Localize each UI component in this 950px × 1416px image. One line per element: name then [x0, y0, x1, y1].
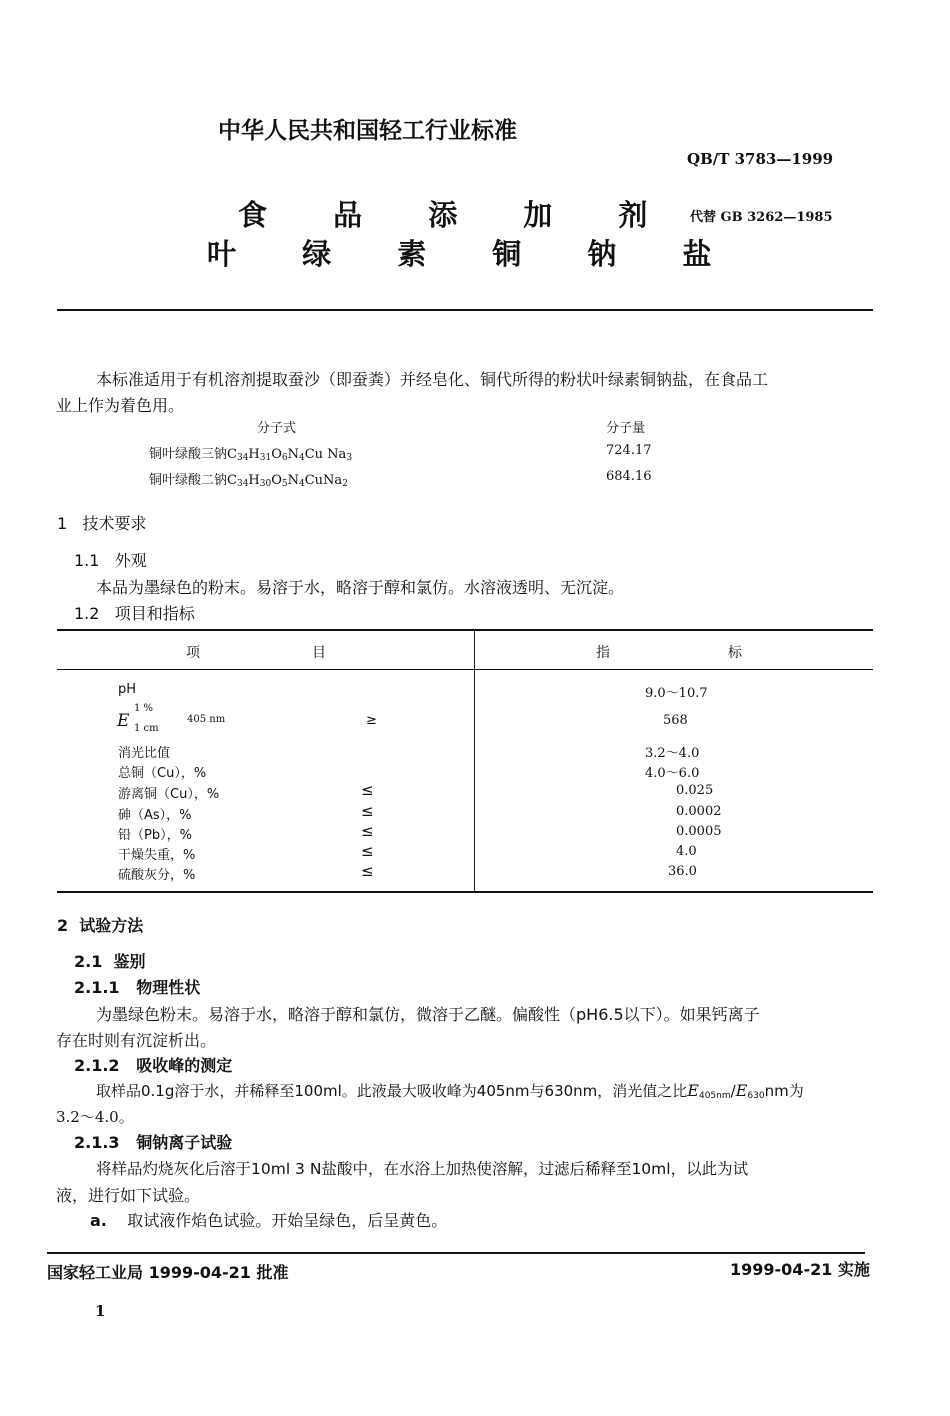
- title-line-1: 食 品 添 加 剂: [238, 198, 676, 232]
- table-row-item: 铅（Pb），%: [118, 828, 192, 843]
- ion-test-line-1: 将样品灼烧灰化后溶于10ml 3 N盐酸中，在水浴上加热使溶解，过滤后稀释至10ml，以此为试: [96, 1160, 749, 1178]
- table-row-operator: ≤: [361, 802, 374, 820]
- table-row-operator: ≤: [361, 822, 374, 840]
- table-row-item: 干燥失重，%: [118, 848, 196, 863]
- footer-divider: [47, 1252, 865, 1254]
- issuing-authority: 中华人民共和国轻工行业标准: [218, 118, 517, 144]
- table-row-item: 砷（As），%: [118, 808, 192, 823]
- intro-text-line-1: 本标准适用于有机溶剂提取蚕沙（即蚕粪）并经皂化、铜代所得的粉状叶绿素铜钠盐，在食品工: [96, 370, 769, 389]
- table-row-item: 总铜（Cu），%: [118, 766, 207, 781]
- absorption-text-line-2: 3.2～4.0。: [56, 1108, 134, 1126]
- replaces-standard: 代替 GB 3262—1985: [690, 210, 833, 225]
- table-row-item: pH: [118, 682, 137, 697]
- table-row-value: 0.025: [676, 783, 714, 798]
- formula-header: 分子式: [257, 421, 297, 436]
- table-row-value: 4.0～6.0: [645, 766, 700, 781]
- table-header-rule: [57, 669, 873, 670]
- compound-formula: 铜叶绿酸二钠$C_{34}H_{30}O_5N_4CuNa_2$: [149, 473, 348, 489]
- table-row-operator: ≤: [361, 842, 374, 860]
- table-row-operator: ≤: [361, 862, 374, 880]
- table-header-indicator: 指 标: [596, 645, 742, 661]
- section-2-1-2-heading: 2.1.2 吸收峰的测定: [74, 1056, 233, 1075]
- extinction-coefficient-label: E 1 % 1 cm 405 nm: [117, 703, 226, 734]
- implementation-date: 1999-04-21 实施: [730, 1260, 870, 1279]
- table-column-divider: [474, 630, 475, 892]
- table-row-value: 36.0: [668, 864, 697, 879]
- compound-mass: 724.17: [606, 443, 652, 458]
- title-line-2: 叶 绿 素 铜 钠 盐: [207, 237, 740, 271]
- approval-statement: 国家轻工业局 1999-04-21 批准: [47, 1263, 289, 1282]
- table-bottom-rule: [57, 891, 873, 893]
- compound-formula: 铜叶绿酸三钠$C_{34}H_{31}O_6N_4Cu$ $Na_3$: [149, 447, 353, 463]
- physical-properties-line-1: 为墨绿色粉末。易溶于水，略溶于醇和氯仿，微溶于乙醚。偏酸性（pH6.5以下）。如果钙离子: [96, 1005, 760, 1024]
- table-row-operator: ≤: [361, 781, 374, 799]
- ion-test-line-2: 液，进行如下试验。: [56, 1186, 201, 1205]
- section-1-2-heading: 1.2 项目和指标: [74, 604, 195, 623]
- table-header-item: 项 目: [186, 645, 326, 661]
- page-number: 1: [95, 1302, 106, 1320]
- appearance-text: 本品为墨绿色的粉末。易溶于水，略溶于醇和氯仿。水溶液透明、无沉淀。: [96, 578, 625, 597]
- compound-mass: 684.16: [606, 469, 652, 484]
- table-row-value: 4.0: [676, 844, 697, 859]
- table-row-value: 3.2～4.0: [645, 746, 700, 761]
- table-row-value: 0.0002: [676, 804, 722, 819]
- section-2-1-heading: 2.1 鉴别: [74, 952, 146, 971]
- physical-properties-line-2: 存在时则有沉淀析出。: [56, 1031, 217, 1050]
- table-row-value: 0.0005: [676, 824, 722, 839]
- table-row-value: 9.0～10.7: [645, 686, 708, 701]
- table-row-item: 游离铜（Cu），%: [118, 787, 220, 802]
- table-row-item: 硫酸灰分，%: [118, 868, 196, 883]
- test-item-a: a. 取试液作焰色试验。开始呈绿色，后呈黄色。: [90, 1211, 448, 1230]
- mass-header: 分子量: [606, 421, 646, 436]
- table-row-operator: ≥: [366, 713, 377, 728]
- table-row-value: 568: [663, 713, 688, 728]
- section-1-heading: 1 技术要求: [57, 514, 147, 533]
- standard-code: QB/T 3783—1999: [687, 150, 834, 168]
- intro-text-line-2: 业上作为着色用。: [56, 396, 185, 415]
- table-top-rule: [57, 629, 873, 631]
- table-row-item: 消光比值: [118, 746, 171, 761]
- section-2-heading: 2 试验方法: [57, 916, 144, 935]
- absorption-text-line-1: 取样品0.1g溶于水，并稀释至100ml。此液最大吸收峰为405nm与630nm，消光值之比$E_{405nm}/E_{630}nm$为: [96, 1081, 804, 1101]
- section-2-1-1-heading: 2.1.1 物理性状: [74, 978, 201, 997]
- header-divider: [57, 309, 873, 311]
- section-1-1-heading: 1.1 外观: [74, 551, 147, 570]
- section-2-1-3-heading: 2.1.3 铜钠离子试验: [74, 1133, 233, 1152]
